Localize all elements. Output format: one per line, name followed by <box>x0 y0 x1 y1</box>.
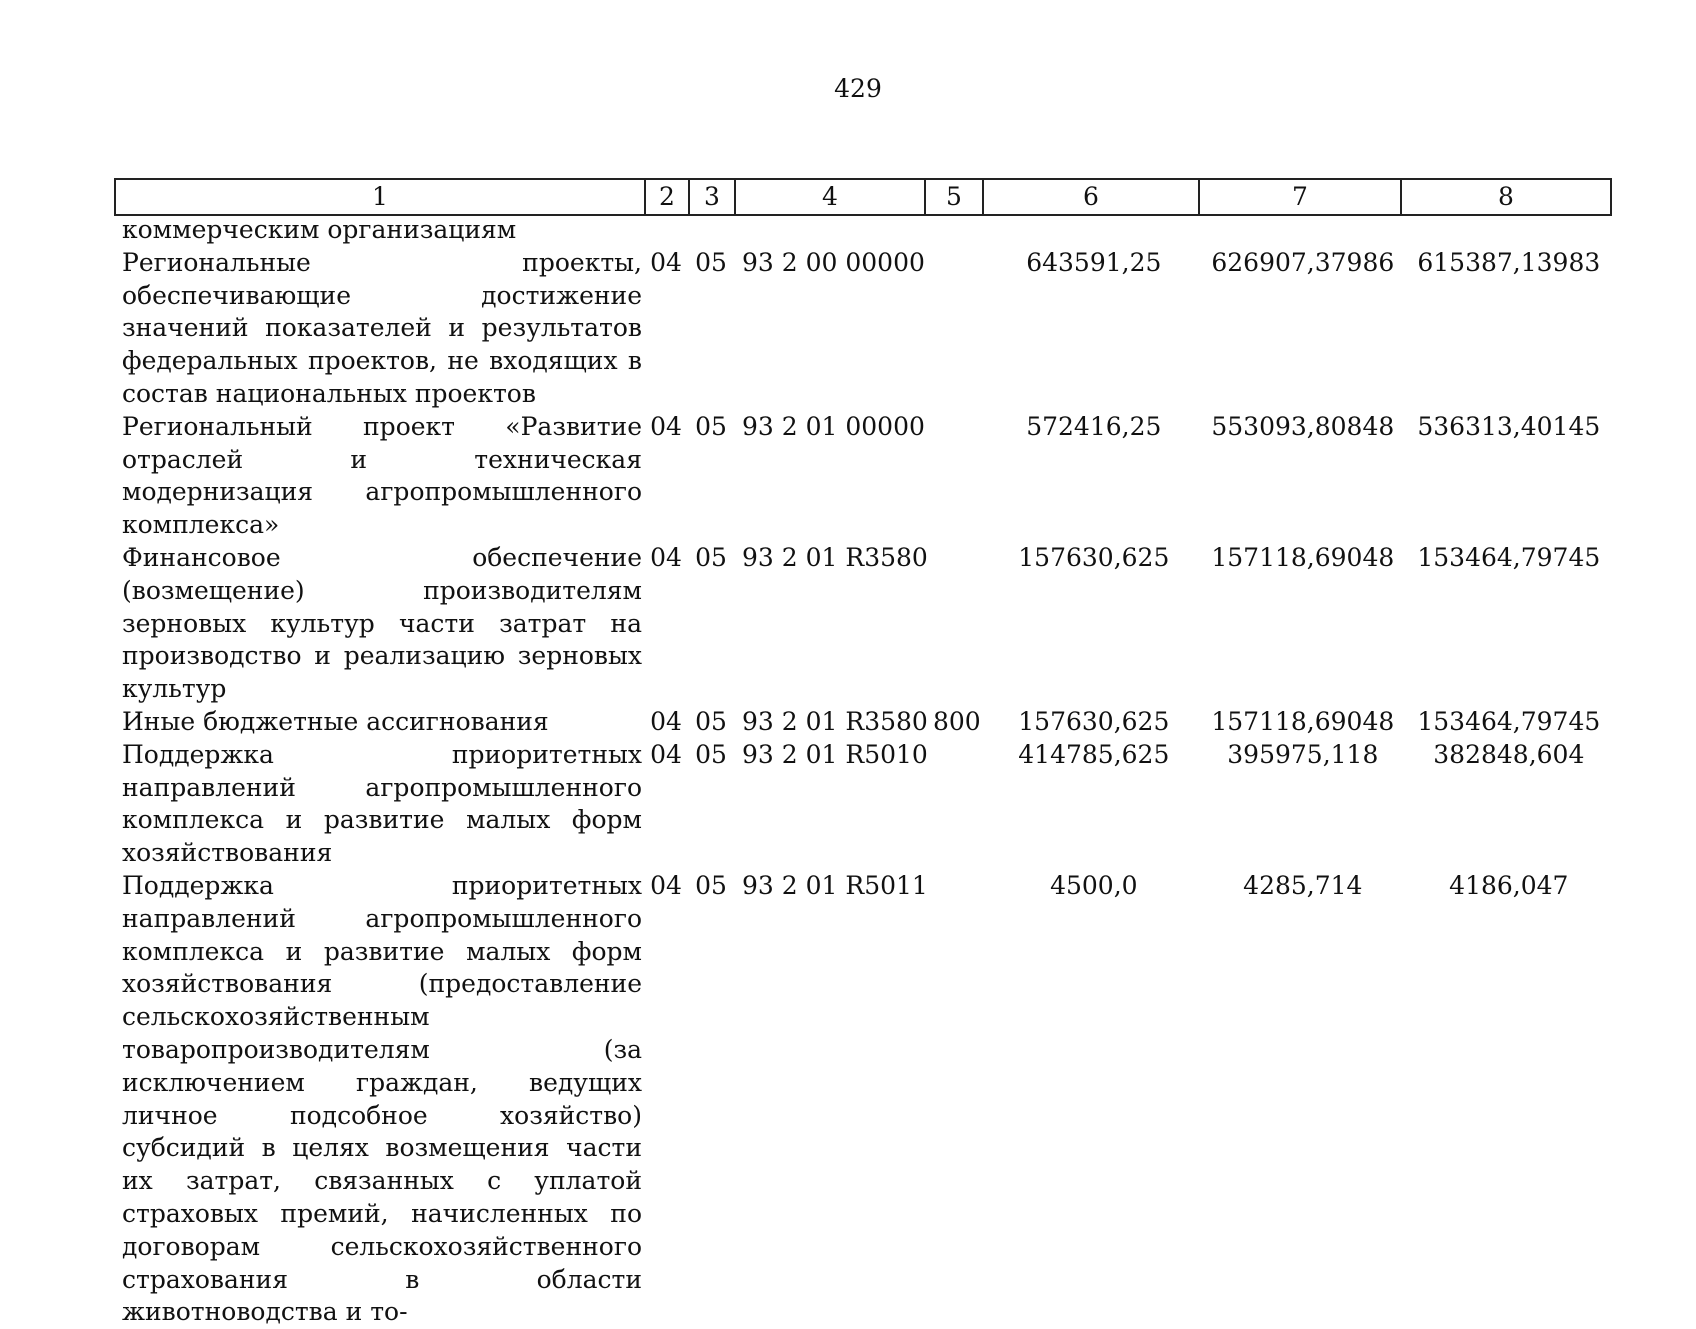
row-pr <box>688 214 734 247</box>
row-value-1: 572416,25 <box>1026 411 1162 441</box>
row-rz: 04 <box>650 411 682 441</box>
row-pr: 05 <box>695 411 727 441</box>
row-value-2: 395975,118 <box>1227 739 1379 769</box>
table-row <box>114 870 1614 1329</box>
row-value-1: 157630,625 <box>1018 706 1170 736</box>
budget-table <box>114 214 1614 1329</box>
row-value-2 <box>1202 214 1404 247</box>
row-value-3: 4186,047 <box>1449 870 1569 900</box>
table-header <box>114 178 1612 216</box>
row-rz: 04 <box>650 706 682 736</box>
row-value-1: 643591,25 <box>1026 247 1162 277</box>
row-value-3: 536313,40145 <box>1417 411 1601 441</box>
table-row <box>114 706 1614 739</box>
row-name: Региональные проекты, обеспечивающие достижение значений показателей и результатов федеральных проектов, не входящих в состав национальных проектов <box>122 247 642 408</box>
row-vr <box>928 870 986 1329</box>
row-csr: 93 2 01 R3580 <box>742 542 928 572</box>
row-value-3: 153464,79745 <box>1417 706 1601 736</box>
table-row <box>114 739 1614 870</box>
row-pr: 05 <box>695 870 727 900</box>
row-rz: 04 <box>650 542 682 572</box>
row-value-3: 153464,79745 <box>1417 542 1601 572</box>
table-row <box>114 411 1614 542</box>
row-value-3: 615387,13983 <box>1417 247 1601 277</box>
row-name: коммерческим организациям <box>122 215 517 244</box>
row-rz: 04 <box>650 739 682 769</box>
row-csr: 93 2 00 00000 <box>742 247 925 277</box>
row-value-2: 157118,69048 <box>1211 706 1395 736</box>
row-value-1: 4500,0 <box>1050 870 1138 900</box>
header-col-4: 4 <box>735 179 925 215</box>
row-name: Региональный проект «Развитие отраслей и техническая модернизация агропромышленного комплекса» <box>122 411 642 540</box>
row-pr: 05 <box>695 706 727 736</box>
row-value-2: 4285,714 <box>1243 870 1363 900</box>
row-rz: 04 <box>650 870 682 900</box>
row-csr: 93 2 01 R3580 <box>742 706 928 736</box>
row-value-2: 553093,80848 <box>1211 411 1395 441</box>
row-pr: 05 <box>695 739 727 769</box>
page-number: 429 <box>834 74 882 103</box>
header-col-2: 2 <box>645 179 689 215</box>
row-pr: 05 <box>695 247 727 277</box>
row-value-2: 626907,37986 <box>1211 247 1395 277</box>
table-row <box>114 214 1614 247</box>
row-vr <box>928 247 986 411</box>
row-csr: 93 2 01 R5010 <box>742 739 928 769</box>
row-csr: 93 2 01 00000 <box>742 411 925 441</box>
header-col-8: 8 <box>1401 179 1611 215</box>
header-col-7: 7 <box>1199 179 1401 215</box>
row-csr <box>734 214 928 247</box>
header-col-3: 3 <box>689 179 735 215</box>
row-value-1: 414785,625 <box>1018 739 1170 769</box>
header-col-5: 5 <box>925 179 983 215</box>
row-value-3 <box>1404 214 1614 247</box>
row-name: Поддержка приоритетных направлений агропромышленного комплекса и развитие малых форм хозяйствования (предоставление сельскохозяйственным товаропроизводителям (за исключением граждан, ведущих личное подсобное хозяйство) субсидий в целях возмещения части их затрат, связанных с уплатой страховых премий, начисленных по договорам сельскохозяйственного страхования в области животноводства и то- <box>122 870 642 1327</box>
row-pr: 05 <box>695 542 727 572</box>
row-value-1 <box>986 214 1202 247</box>
header-row <box>115 179 1611 215</box>
table-row <box>114 247 1614 411</box>
row-value-1: 157630,625 <box>1018 542 1170 572</box>
row-value-2: 157118,69048 <box>1211 542 1395 572</box>
row-rz <box>644 214 688 247</box>
row-name: Финансовое обеспечение (возмещение) производителям зерновых культур части затрат на производство и реализацию зерновых культур <box>122 542 642 704</box>
row-vr <box>928 411 986 542</box>
row-vr <box>928 542 986 706</box>
row-csr: 93 2 01 R5011 <box>742 870 928 900</box>
row-name: Поддержка приоритетных направлений агропромышленного комплекса и развитие малых форм хозяйствования <box>122 739 642 868</box>
row-value-3: 382848,604 <box>1433 739 1585 769</box>
row-vr: 800 <box>932 706 981 736</box>
table-row <box>114 542 1614 706</box>
row-vr <box>928 214 986 247</box>
row-rz: 04 <box>650 247 682 277</box>
row-vr <box>928 739 986 870</box>
header-col-1: 1 <box>115 179 645 215</box>
header-col-6: 6 <box>983 179 1199 215</box>
row-name: Иные бюджетные ассигнования <box>122 706 549 736</box>
